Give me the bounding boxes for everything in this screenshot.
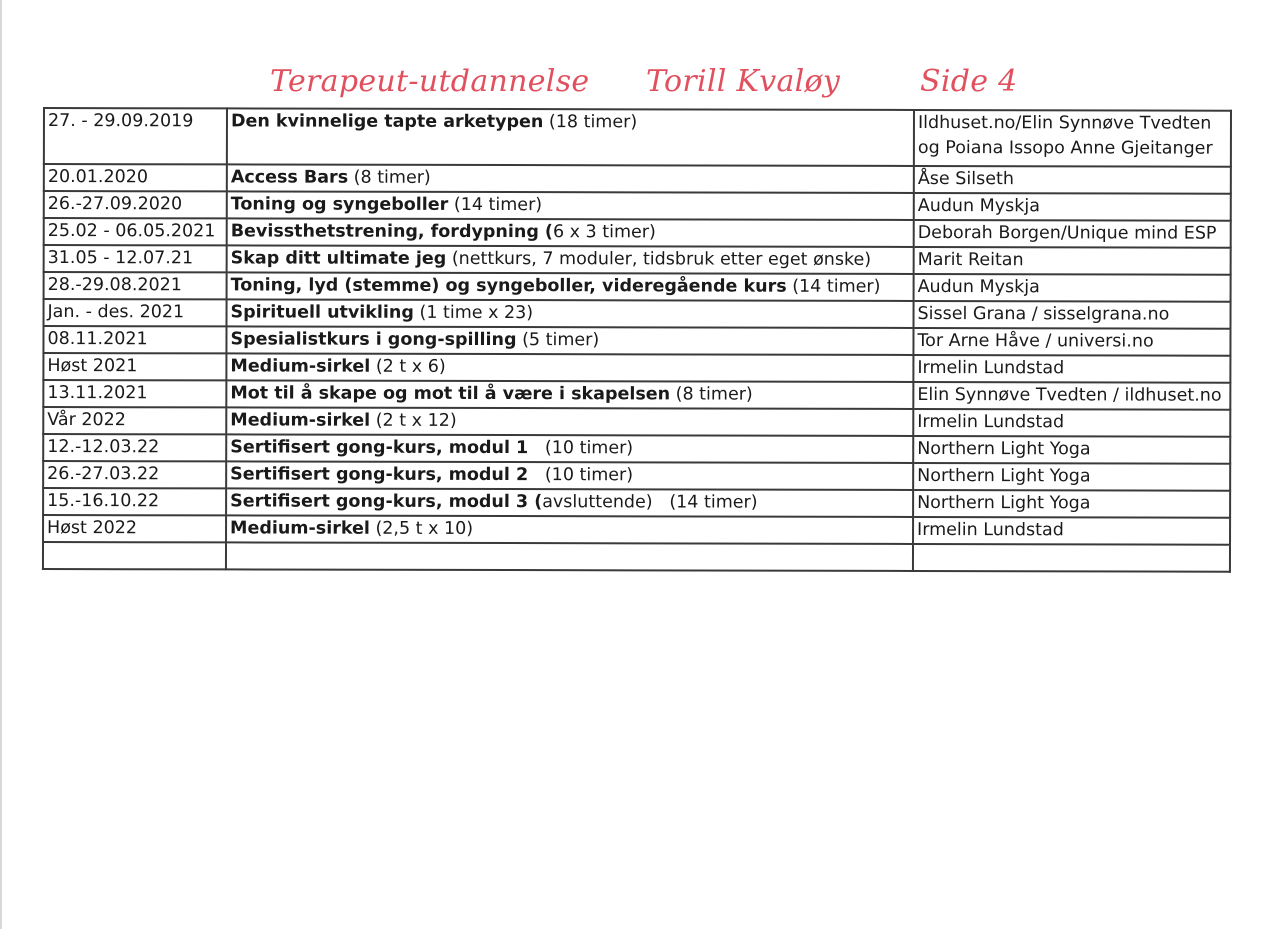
- provider-cell: Elin Synnøve Tvedten / ildhuset.no: [913, 382, 1230, 410]
- course-cell: [226, 434, 913, 463]
- provider-line: og Poiana Issopo Anne Gjeitanger: [917, 137, 1213, 159]
- provider-cell: Northern Light Yoga: [913, 490, 1230, 518]
- course-name: Den kvinnelige tapte arketypen: [230, 111, 544, 133]
- course-name: Medium-sirkel: [230, 518, 370, 539]
- empty-row: [43, 542, 1230, 572]
- table-row: [43, 353, 1230, 383]
- course-detail: (2 t x 6): [370, 356, 446, 377]
- course-detail: 6 x 3 timer): [552, 222, 656, 243]
- date-cell: 08.11.2021: [43, 326, 226, 353]
- course-cell: [226, 461, 913, 490]
- course-detail: (10 timer): [528, 465, 634, 486]
- table-row: [43, 326, 1230, 356]
- document-title: Terapeut-utdannelse: [270, 64, 590, 99]
- provider-cell: Irmelin Lundstad: [913, 355, 1230, 383]
- course-detail: (2 t x 12): [370, 410, 457, 431]
- provider-cell: Irmelin Lundstad: [913, 517, 1230, 545]
- provider-cell: Northern Light Yoga: [913, 463, 1230, 491]
- date-cell: 12.-12.03.22: [43, 434, 226, 461]
- table-row: [44, 272, 1231, 302]
- table-row: [43, 380, 1230, 410]
- provider-cell: Marit Reitan: [914, 247, 1231, 275]
- table-row: [43, 515, 1230, 545]
- course-name: Spesialistkurs i gong-spilling: [230, 329, 517, 351]
- course-detail: (nettkurs, 7 moduler, tidsbruk etter eget ønske): [446, 248, 872, 270]
- date-cell: 26.-27.09.2020: [44, 191, 227, 218]
- empty-cell: [226, 542, 913, 571]
- course-table: [42, 107, 1232, 573]
- course-name: Spirituell utvikling: [230, 302, 414, 323]
- course-detail: (14 timer): [786, 276, 881, 297]
- table-row: [43, 461, 1230, 491]
- provider-cell: Sissel Grana / sisselgrana.no: [914, 301, 1231, 329]
- course-cell: [226, 407, 913, 436]
- date-cell: Jan. - des. 2021: [44, 299, 227, 326]
- course-cell: [227, 164, 914, 193]
- course-name: Mot til å skape og mot til å være i skapelsen: [230, 383, 671, 405]
- course-name: Sertifisert gong-kurs, modul 1: [230, 437, 529, 459]
- provider-cell: [914, 110, 1231, 167]
- course-detail: (10 timer): [528, 438, 634, 459]
- course-cell: [227, 245, 914, 274]
- date-cell: Vår 2022: [43, 407, 226, 434]
- table-row: [43, 488, 1230, 518]
- course-cell: [227, 108, 914, 166]
- course-name: Medium-sirkel: [230, 356, 371, 377]
- course-name: Toning og syngeboller: [230, 194, 449, 215]
- course-cell: [227, 272, 914, 301]
- provider-cell: Tor Arne Håve / universi.no: [913, 328, 1230, 356]
- course-cell: [227, 218, 914, 247]
- course-name: Sertifisert gong-kurs, modul 2: [230, 464, 529, 486]
- course-name: Access Bars: [230, 167, 349, 188]
- course-detail: (18 timer): [543, 112, 638, 133]
- empty-cell: [43, 542, 226, 569]
- table-row: [44, 191, 1231, 221]
- course-cell: [226, 326, 913, 355]
- date-cell: Høst 2021: [43, 353, 226, 380]
- empty-cell: [913, 544, 1230, 572]
- date-cell: 28.-29.08.2021: [44, 272, 227, 299]
- provider-line: Ildhuset.no/Elin Synnøve Tvedten: [917, 112, 1212, 134]
- provider-cell: Audun Myskja: [914, 274, 1231, 302]
- course-detail: (1 time x 23): [413, 302, 534, 324]
- page-edge: [0, 0, 2, 929]
- provider-cell: Åse Silseth: [914, 166, 1231, 194]
- date-cell: 27. - 29.09.2019: [44, 108, 227, 164]
- table-row: [44, 299, 1231, 329]
- course-cell: [226, 515, 913, 544]
- date-cell: 20.01.2020: [44, 164, 227, 191]
- provider-cell: Audun Myskja: [914, 193, 1231, 221]
- date-cell: 13.11.2021: [43, 380, 226, 407]
- course-detail: (8 timer): [348, 167, 431, 188]
- course-cell: [226, 380, 913, 409]
- course-detail: (5 timer): [516, 330, 600, 351]
- table-row: [44, 108, 1231, 167]
- course-name: Skap ditt ultimate jeg: [230, 248, 447, 269]
- table-row: [43, 434, 1230, 464]
- table-row: [44, 164, 1231, 194]
- author-name: Torill Kvaløy: [646, 64, 841, 99]
- course-name: Bevissthetstrening, fordypning (: [230, 221, 553, 243]
- page-number: Side 4: [920, 64, 1018, 99]
- date-cell: 25.02 - 06.05.2021: [44, 218, 227, 245]
- course-detail: (2,5 t x 10): [369, 518, 474, 539]
- date-cell: 26.-27.03.22: [43, 461, 226, 488]
- course-cell: [227, 299, 914, 328]
- course-cell: [226, 488, 913, 517]
- course-detail: avsluttende) (14 timer): [542, 492, 758, 513]
- provider-cell: Northern Light Yoga: [913, 436, 1230, 464]
- course-name: Sertifisert gong-kurs, modul 3 (: [230, 491, 543, 513]
- table-row: [44, 245, 1231, 275]
- table-row: [43, 407, 1230, 437]
- table-row: [44, 218, 1231, 248]
- date-cell: 15.-16.10.22: [43, 488, 226, 515]
- provider-cell: Deborah Borgen/Unique mind ESP: [914, 220, 1231, 248]
- date-cell: 31.05 - 12.07.21: [44, 245, 227, 272]
- course-cell: [226, 353, 913, 382]
- course-detail: (14 timer): [448, 194, 543, 216]
- course-detail: (8 timer): [670, 384, 753, 405]
- course-name: Medium-sirkel: [230, 410, 371, 431]
- page-header: [0, 64, 1280, 110]
- provider-cell: Irmelin Lundstad: [913, 409, 1230, 437]
- course-name: Toning, lyd (stemme) og syngeboller, videregående kurs: [230, 275, 787, 297]
- date-cell: Høst 2022: [43, 515, 226, 542]
- course-cell: [227, 191, 914, 220]
